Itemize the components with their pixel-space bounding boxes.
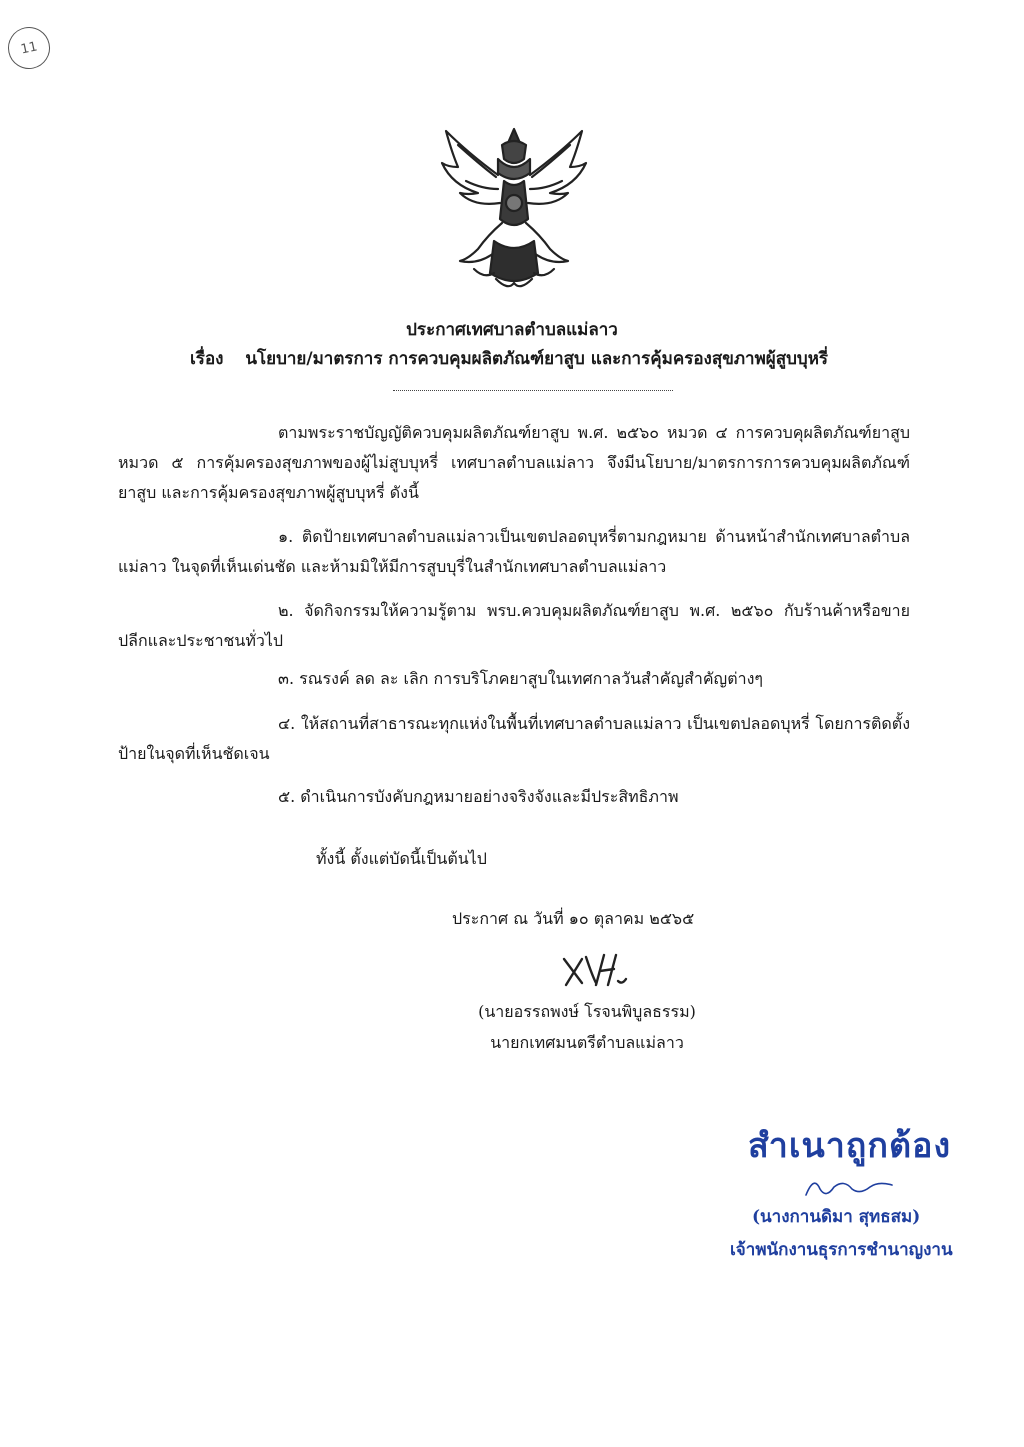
signer-name: (นายอรรถพงษ์ โรจนพิบูลธรรม) [478, 1002, 696, 1021]
certifier-name: (นางกานดิมา สุทธสม) [752, 1207, 921, 1227]
policy-item-5: ๕. ดำเนินการบังคับกฎหมายอย่างจริงจังและมีประสิทธิภาพ [278, 787, 679, 806]
closing-statement: ทั้งนี้ ตั้งแต่บัดนี้เป็นต้นไป [316, 849, 487, 868]
policy-item-3: ๓. รณรงค์ ลด ละ เลิก การบริโภคยาสูบในเทศกาลวันสำคัญสำคัญต่างๆ [278, 669, 763, 688]
intro-paragraph: ตามพระราชบัญญัติควบคุมผลิตภัณฑ์ยาสูบ พ.ศ. ๒๕๖๐ หมวด ๔ การควบคุผลิตภัณฑ์ยาสูบหมวด ๕ การคุ้มครองสุขภาพของผู้ไม่สูบบุหรี่ เทศบาลตำบลแม่ลาว จึงมีนโยบาย/มาตรการการควบคุมผลิตภัณฑ์ยาสูบ และการคุ้มครองสุขภาพผู้สูบบุหรี่ ดังนี้ [118, 423, 910, 502]
subject-text: นโยบาย/มาตรการ การควบคุมผลิตภัณฑ์ยาสูบ และการคุ้มครองสุขภาพผู้สูบบุหรี่ [245, 349, 829, 369]
signer-position: นายกเทศมนตรีตำบลแม่ลาว [490, 1033, 684, 1052]
policy-item-4: ๔. ให้สถานที่สาธารณะทุกแห่งในพื้นที่เทศบาลตำบลแม่ลาว เป็นเขตปลอดบุหรี่ โดยการติดตั้งป้ายในจุดที่เห็นชัดเจน [118, 714, 910, 763]
dotted-divider [393, 390, 673, 391]
policy-item-2: ๒. จัดกิจกรรมให้ความรู้ตาม พรบ.ควบคุมผลิตภัณฑ์ยาสูบ พ.ศ. ๒๕๖๐ กับร้านค้าหรือขายปลีกและประชาชนทั่วไป [118, 601, 910, 650]
document-title: ประกาศเทศบาลตำบลแม่ลาว [406, 320, 618, 340]
certifier-position: เจ้าพนักงานธุรการชำนาญงาน [730, 1240, 953, 1260]
certified-copy-stamp: สำเนาถูกต้อง [748, 1126, 952, 1166]
announcement-date: ประกาศ ณ วันที่ ๑๐ ตุลาคม ๒๕๖๕ [452, 909, 695, 928]
mayor-signature [556, 945, 646, 991]
page-number-mark: 11 [4, 23, 54, 73]
subject-label: เรื่อง [190, 349, 224, 369]
policy-item-1: ๑. ติดป้ายเทศบาลตำบลแม่ลาวเป็นเขตปลอดบุหรี่ตามกฎหมาย ด้านหน้าสำนักเทศบาลตำบลแม่ลาว ในจุดที่เห็นเด่นชัด และห้ามมิให้มีการสูบบุรี่ในสำนักเทศบาลตำบลแม่ลาว [118, 527, 910, 576]
garuda-emblem [438, 123, 590, 293]
subject-line [190, 345, 890, 372]
certifier-signature [800, 1165, 900, 1203]
